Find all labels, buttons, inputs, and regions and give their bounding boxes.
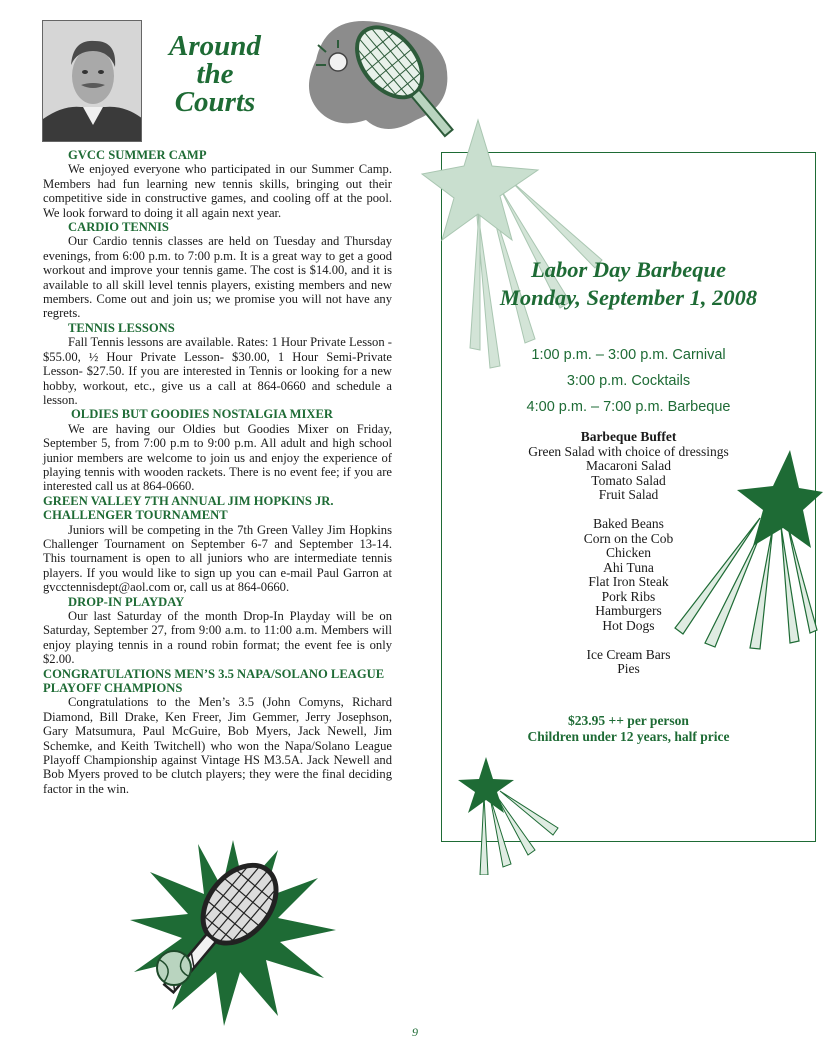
menu-item: Tomato Salad bbox=[591, 472, 666, 488]
article-heading: OLDIES BUT GOODIES NOSTALGIA MIXER bbox=[71, 407, 333, 422]
menu-item: Corn on the Cob bbox=[583, 530, 674, 546]
article bbox=[43, 220, 392, 321]
shooting-star-icon bbox=[458, 755, 568, 875]
event-title bbox=[441, 256, 816, 312]
article-body: Fall Tennis lessons are available. Rates: 1 Hour Private Lesson - $55.00, ½ Hour Private Lesson- $30.00, 1 Hour Semi-Private Lesson- $27.50. If you are interested in Tennis or looking for a new hobby, workout, etc., give us a call at 864-0660 and schedule a lesson. bbox=[43, 335, 392, 407]
buffet-menu bbox=[441, 430, 816, 677]
adult-price: $23.95 ++ per person bbox=[568, 712, 689, 728]
event-title-line: Labor Day Barbeque bbox=[531, 257, 726, 282]
articles-column bbox=[43, 148, 392, 796]
article bbox=[43, 321, 392, 407]
menu-item: Chicken bbox=[606, 545, 651, 560]
page-title bbox=[150, 32, 280, 116]
title-line: Around bbox=[169, 30, 261, 62]
article-body: Congratulations to the Men’s 3.5 (John Comyns, Richard Diamond, Bill Drake, Ken Freer, Jim Gemmer, Jerry Josephson, Gary Matsumura, Paul McGuire, Bob Myers, Jack Newell, Jim Schemke, and Keith Twitchell) who won the Napa/Solano League Playoff Championship against Vintage HS M3.5A. Jack Newell and Bob Myers proved to be clutch players; they were the final deciding factor in the win. bbox=[43, 695, 392, 796]
event-schedule bbox=[441, 342, 816, 420]
schedule-item: 4:00 p.m. – 7:00 p.m. Barbeque bbox=[526, 399, 731, 415]
menu-item: Ice Cream Bars bbox=[586, 646, 671, 662]
headshot-photo bbox=[42, 20, 142, 142]
schedule-item: 1:00 p.m. – 3:00 p.m. Carnival bbox=[531, 347, 726, 363]
menu-item: Macaroni Salad bbox=[585, 458, 672, 473]
article-body: Juniors will be competing in the 7th Green Valley Jim Hopkins Challenger Tournament on September 6-7 and September 13-14. This tournament is open to all juniors who are intermediate tennis players. If you would like to sign up you can e-mail Paul Garron at gvcctennisdept@aol.com or, call us at 864-0660. bbox=[43, 522, 392, 595]
event-pricing bbox=[441, 713, 816, 745]
menu-item: Fruit Salad bbox=[598, 487, 659, 502]
menu-item: Ahi Tuna bbox=[603, 559, 654, 575]
article bbox=[43, 595, 392, 667]
article-body: Our Cardio tennis classes are held on Tuesday and Thursday evenings, from 6:00 p.m. to 7:00 p.m. It is a great way to get a good workout and improve your tennis game. The cost is $14.00, and it is available to all skill level tennis players, existing members and new members. Come out and join us; we promise you will not have any regrets. bbox=[43, 234, 392, 321]
event-date: Monday, September 1, 2008 bbox=[499, 285, 758, 310]
article-heading: TENNIS LESSONS bbox=[68, 320, 175, 335]
event-details bbox=[441, 256, 816, 745]
schedule-item: 3:00 p.m. Cocktails bbox=[566, 373, 691, 389]
title-line: the bbox=[196, 58, 234, 90]
menu-item: Pies bbox=[617, 661, 640, 676]
article bbox=[43, 494, 392, 595]
article bbox=[43, 148, 392, 220]
menu-item: Green Salad with choice of dressings bbox=[528, 443, 729, 459]
article-heading: GVCC SUMMER CAMP bbox=[68, 148, 207, 162]
article-body: We are having our Oldies but Goodies Mixer on Friday, September 5, from 7:00 p.m to 9:00 p.m. All adult and high school junior members are welcome to join us and enjoy the experience of playing tennis with wooden rackets. There is no event fee; if you are interested call us at 864-0660. bbox=[43, 421, 392, 494]
menu-item: Flat Iron Steak bbox=[588, 574, 669, 589]
article-body: We enjoyed everyone who participated in our Summer Camp. Members had fun learning new tennis skills, bringing out their competitive side in constructive games, and cooling off at the pool. We look forward to doing it all again next year. bbox=[43, 162, 392, 220]
article-heading: CONGRATULATIONS MEN’S 3.5 NAPA/SOLANO LEAGUE PLAYOFF CHAMPIONS bbox=[43, 666, 385, 696]
article-heading: GREEN VALLEY 7TH ANNUAL JIM HOPKINS JR. CHALLENGER TOURNAMENT bbox=[43, 493, 334, 523]
buffet-heading: Barbeque Buffet bbox=[580, 429, 677, 444]
article bbox=[43, 407, 392, 493]
article-heading: DROP-IN PLAYDAY bbox=[68, 594, 185, 609]
tennis-racket-icon bbox=[128, 838, 338, 1028]
menu-item: Hot Dogs bbox=[602, 617, 655, 633]
page-number: 9 bbox=[412, 1025, 418, 1039]
menu-item: Pork Ribs bbox=[601, 588, 656, 604]
article-heading: CARDIO TENNIS bbox=[68, 220, 169, 235]
menu-item: Hamburgers bbox=[595, 603, 662, 618]
title-line: Courts bbox=[174, 86, 256, 118]
menu-item: Baked Beans bbox=[593, 516, 664, 531]
article-body: Our last Saturday of the month Drop-In Playday will be on Saturday, September 27, from 9:00 a.m. to 11:00 a.m. Members will enjoy playing tennis in a round robin format; the event fee is only $2.00. bbox=[43, 609, 392, 667]
tennis-ball-icon bbox=[154, 948, 194, 988]
children-price: Children under 12 years, half price bbox=[527, 728, 730, 744]
article bbox=[43, 667, 392, 797]
